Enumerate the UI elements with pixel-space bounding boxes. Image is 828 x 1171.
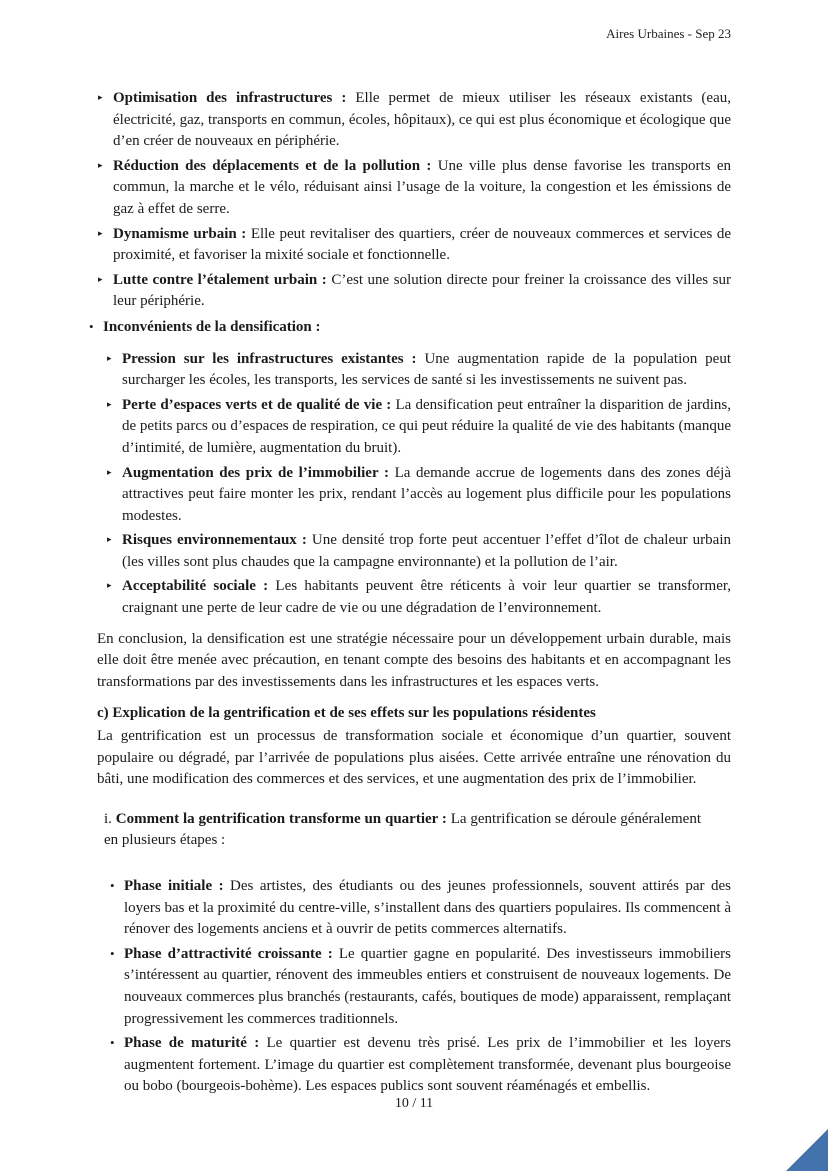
list-item xyxy=(97,270,731,313)
section-heading: c) Explication de la gentrification et de ses effets sur les populations résidentes xyxy=(97,705,596,722)
list-item xyxy=(109,876,731,941)
item-text: Le quartier est devenu très prisé. Les prix de l’immobilier et les loyers augmentent fortement. L’image du quartier est complètement transformée, devenant plus bourgeoise ou bobo (bourgeois-bohème). Les espaces publics sont souvent réaménagés et embellis. xyxy=(124,1035,731,1095)
list-item xyxy=(97,88,731,153)
item-label: Phase initiale : xyxy=(124,878,224,894)
drawbacks-list xyxy=(106,349,731,620)
item-text: Elle peut revitaliser des quartiers, créer de nouveaux commerces et services de proximité, et favoriser la mixité sociale et fonctionnelle. xyxy=(113,225,731,264)
drawbacks-header-list xyxy=(88,317,731,339)
page-content xyxy=(97,88,731,1101)
item-label: Augmentation des prix de l’immobilier : xyxy=(122,464,389,481)
page-number: 10 / 11 xyxy=(394,1096,434,1111)
corner-fold-triangle-icon xyxy=(786,1129,828,1171)
page-footer xyxy=(0,1096,828,1112)
enum-text: La gentrification se déroule généralement en plusieurs étapes : xyxy=(104,810,702,849)
item-text: Les habitants peuvent être réticents à voir leur quartier se transformer, craignant une perte de leur cadre de vie ou une dégradation de l’environnement. xyxy=(122,578,732,617)
list-item xyxy=(97,224,731,267)
header-title: Aires Urbaines - Sep 23 xyxy=(606,26,731,41)
item-text: Le quartier gagne en popularité. Des investisseurs immobiliers s’intéressent au quartier, rénovent des immeubles entiers et construisent de nouveaux logements. De nouveaux commerces plus branchés (restaurants, cafés, boutiques de mode) apparaissent, remplaçant progressivement les commerces traditionnels. xyxy=(124,945,731,1027)
advantages-list xyxy=(97,88,731,313)
item-text: La demande accrue de logements dans des zones déjà attractives peut faire monter les prix, rendant l’accès au logement plus difficile pour les populations modestes. xyxy=(122,464,732,524)
item-label: Perte d’espaces verts et de qualité de vie : xyxy=(122,396,392,413)
drawbacks-header-item xyxy=(88,317,731,339)
item-label: Dynamisme urbain : xyxy=(113,225,247,242)
list-item xyxy=(106,463,731,528)
list-item xyxy=(109,1033,731,1098)
item-label: Phase de maturité : xyxy=(124,1035,260,1052)
item-label: Lutte contre l’étalement urbain : xyxy=(113,271,327,288)
phases-list xyxy=(109,876,731,1098)
item-text: Des artistes, des étudiants ou des jeunes professionnels, souvent attirés par des loyers bas et la proximité du centre-ville, s’installent dans des quartiers populaires. Ils commencent à rénover des logements anciens et à ouvrir de petits commerces alternatifs. xyxy=(124,878,731,938)
item-label: Risques environnementaux : xyxy=(122,532,307,549)
item-label: Acceptabilité sociale : xyxy=(122,578,269,595)
item-text: Elle permet de mieux utiliser les réseaux existants (eau, électricité, gaz, transports en commun, écoles, hôpitaux), ce qui est plus économique et écologique que d’en créer de nouveaux en périphérie. xyxy=(113,90,731,150)
list-item xyxy=(106,576,731,619)
list-item xyxy=(106,395,731,460)
item-text: La densification peut entraîner la disparition de jardins, de petits parcs ou d’espaces de respiration, ce qui peut réduire la qualité de vie des habitants (manque d’intimité, de lumière, augmentation du bruit). xyxy=(122,396,732,456)
item-text: Une densité trop forte peut accentuer l’effet d’îlot de chaleur urbain (les villes sont plus chaudes que la campagne environnante) et la pollution de l’air. xyxy=(122,532,731,570)
list-item xyxy=(106,530,731,573)
item-label: Réduction des déplacements et de la pollution : xyxy=(113,157,432,174)
page-header xyxy=(606,26,731,42)
item-text: Une ville plus dense favorise les transports en commun, la marche et le vélo, réduisant ainsi l’usage de la voiture, la congestion et les émissions de gaz à effet de serre. xyxy=(113,157,732,217)
list-item xyxy=(109,944,731,1030)
section-intro-paragraph: La gentrification est un processus de transformation sociale et économique d’un quartier, souvent populaire ou dégradé, par l’arrivée de populations plus aisées. Cette arrivée entraîne une rénovation du bâti, une modification des commerces et des services, et une augmentation des prix de l’immobilier. xyxy=(97,728,731,788)
item-label: Pression sur les infrastructures existantes : xyxy=(122,350,417,367)
item-text: Une augmentation rapide de la population peut surcharger les écoles, les transports, les services de santé si les investissements ne suivent pas. xyxy=(122,350,731,389)
drawbacks-title: Inconvénients de la densification : xyxy=(103,318,321,335)
conclusion-paragraph: En conclusion, la densification est une stratégie nécessaire pour un développement urbain durable, mais elle doit être menée avec précaution, en tenant compte des besoins des habitants et en accompagnant les transformations par des investissements dans les infrastructures et les espaces verts. xyxy=(97,630,731,690)
enum-numeral: i. xyxy=(104,810,112,827)
item-label: Phase d’attractivité croissante : xyxy=(124,945,333,962)
enum-item xyxy=(104,809,731,852)
list-item xyxy=(97,156,731,221)
item-label: Optimisation des infrastructures : xyxy=(113,90,347,106)
list-item xyxy=(106,349,731,392)
item-text: C’est une solution directe pour freiner la croissance des villes sur leur périphérie. xyxy=(113,271,731,310)
enum-label: Comment la gentrification transforme un quartier : xyxy=(115,810,447,827)
